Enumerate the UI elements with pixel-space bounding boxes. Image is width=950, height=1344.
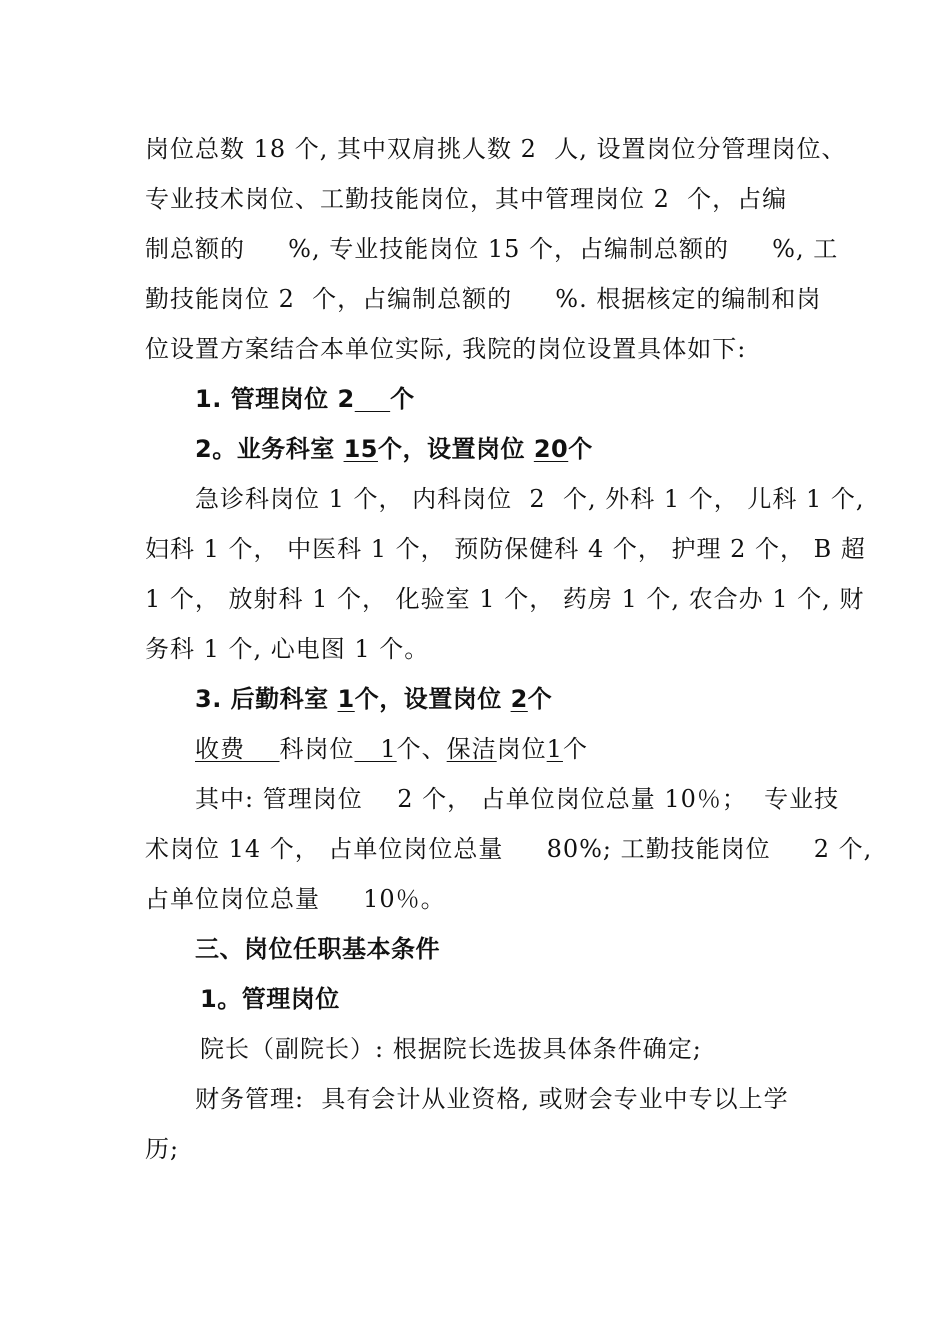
cleaning-label: 保洁 [446,735,497,763]
unit-text: 个 [562,735,588,763]
dean-requirement: 院长（副院长）: 根据院长选拔具体条件确定; [200,1035,702,1063]
sec3-mid: 个，设置岗位 [354,685,511,713]
intro-line-5: 位设置方案结合本单位实际, 我院的岗位设置具体如下: [145,335,747,363]
intro-line-2: 专业技术岗位、工勤技能岗位，其中管理岗位 2 个，占编 [145,185,788,213]
sec1-prefix: 1. 管理岗位 2 [195,385,355,413]
fee-label: 收费 [195,735,245,763]
sec2-count: 15 [343,435,378,463]
section-business-heading [195,434,950,464]
business-line-4: 务科 1 个, 心电图 1 个。 [145,635,430,663]
business-line-2: 妇科 1 个， 中医科 1 个， 预防保健科 4 个， 护理 2 个， B 超 [145,535,866,563]
intro-line-3: 制总额的 %, 专业技能岗位 15 个，占编制总额的 %, 工 [145,235,839,263]
fee-count: 1 [354,735,397,763]
separator-text: 个、 [396,735,447,763]
section-management-heading [195,384,950,414]
sec3-count: 1 [337,685,355,713]
sec3-posts: 2 [510,685,528,713]
section-logistics-heading [195,684,950,714]
sec2-posts: 20 [533,435,569,463]
intro-line-1: 岗位总数 18 个, 其中双肩挑人数 2 人, 设置岗位分管理岗位、 [145,135,847,163]
summary-line-3: 占单位岗位总量 10％。 [145,885,446,913]
post-label: 岗位 [496,735,547,763]
fee-blank [245,735,280,763]
sec1-blank [355,385,390,413]
finance-requirement-line-2: 历; [145,1135,180,1163]
sec1-suffix: 个 [390,385,415,413]
summary-line-2: 术岗位 14 个， 占单位岗位总量 80%; 工勤技能岗位 2 个, [145,835,873,863]
cleaning-count: 1 [546,735,563,763]
subsection-management-heading: 1。管理岗位 [200,985,340,1013]
sec3-suffix: 个 [527,685,553,713]
intro-line-4: 勤技能岗位 2 个，占编制总额的 %. 根据核定的编制和岗 [145,285,822,313]
business-line-1: 急诊科岗位 1 个， 内科岗位 2 个, 外科 1 个， 儿科 1 个, [195,485,865,513]
business-line-3: 1 个， 放射科 1 个， 化验室 1 个， 药房 1 个, 农合办 1 个, 财 [145,585,865,613]
finance-requirement-line-1: 财务管理: 具有会计从业资格, 或财会专业中专以上学 [195,1085,789,1113]
sec2-suffix: 个 [568,435,593,463]
logistics-positions-line [195,734,950,764]
sec3-prefix: 3. 后勤科室 [195,685,338,713]
sec2-prefix: 2。业务科室 [195,435,344,463]
dept-post-label: 科岗位 [279,735,355,763]
section-three-heading: 三、岗位任职基本条件 [195,935,440,963]
summary-line-1: 其中: 管理岗位 2 个， 占单位岗位总量 10％； 专业技 [195,785,840,813]
sec2-mid: 个，设置岗位 [377,435,534,463]
